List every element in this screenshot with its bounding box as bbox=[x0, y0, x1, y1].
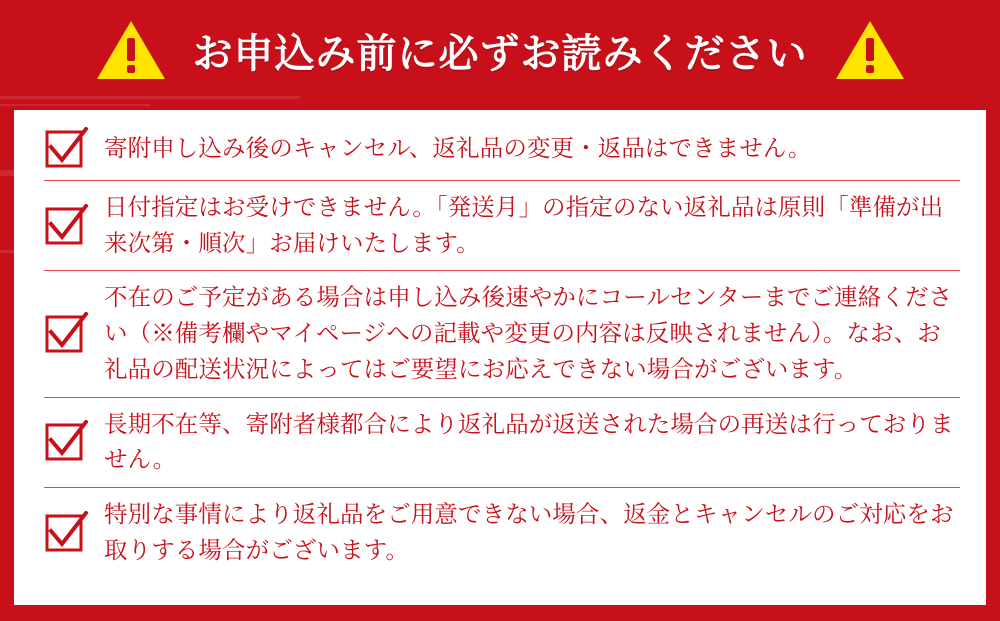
notice-text: 日付指定はお受けできません。「発送月」の指定のない返礼品は原則「準備が出来次第・順次」お届けいたします。 bbox=[104, 194, 944, 256]
warning-triangle-icon bbox=[95, 18, 167, 82]
list-item bbox=[44, 488, 960, 577]
list-item bbox=[44, 271, 960, 397]
checkbox-checked-icon bbox=[44, 127, 88, 171]
warning-triangle-icon bbox=[834, 18, 906, 82]
notice-panel bbox=[14, 110, 986, 605]
decorative-streak bbox=[0, 104, 150, 106]
checkbox-checked-icon bbox=[44, 312, 88, 356]
notice-list bbox=[44, 118, 960, 577]
checkbox-checked-icon bbox=[44, 511, 88, 555]
list-item bbox=[44, 118, 960, 181]
notice-text: 長期不在等、寄附者様都合により返礼品が返送された場合の再送は行っておりません。 bbox=[104, 410, 954, 473]
list-item bbox=[44, 398, 960, 488]
decorative-streak bbox=[0, 250, 14, 253]
checkbox-checked-icon bbox=[44, 204, 88, 248]
poster-header bbox=[0, 0, 1000, 100]
list-item bbox=[44, 181, 960, 271]
notice-text: 特別な事情により返礼品をご用意できない場合、返金とキャンセルのご対応をお取りする場合がございます。 bbox=[104, 501, 954, 563]
notice-text: 寄附申し込み後のキャンセル、返礼品の変更・返品はできません。 bbox=[104, 135, 812, 162]
page-title: お申込み前に必ずお読みください bbox=[192, 31, 808, 76]
notice-text: 不在のご予定がある場合は申し込み後速やかにコールセンターまでご連絡ください（※備考欄やマイページへの記載や変更の内容は反映されません）。なお、お礼品の配送状況によってはご要望にお応えできない場合がございます。 bbox=[104, 284, 953, 382]
checkbox-checked-icon bbox=[44, 420, 88, 464]
